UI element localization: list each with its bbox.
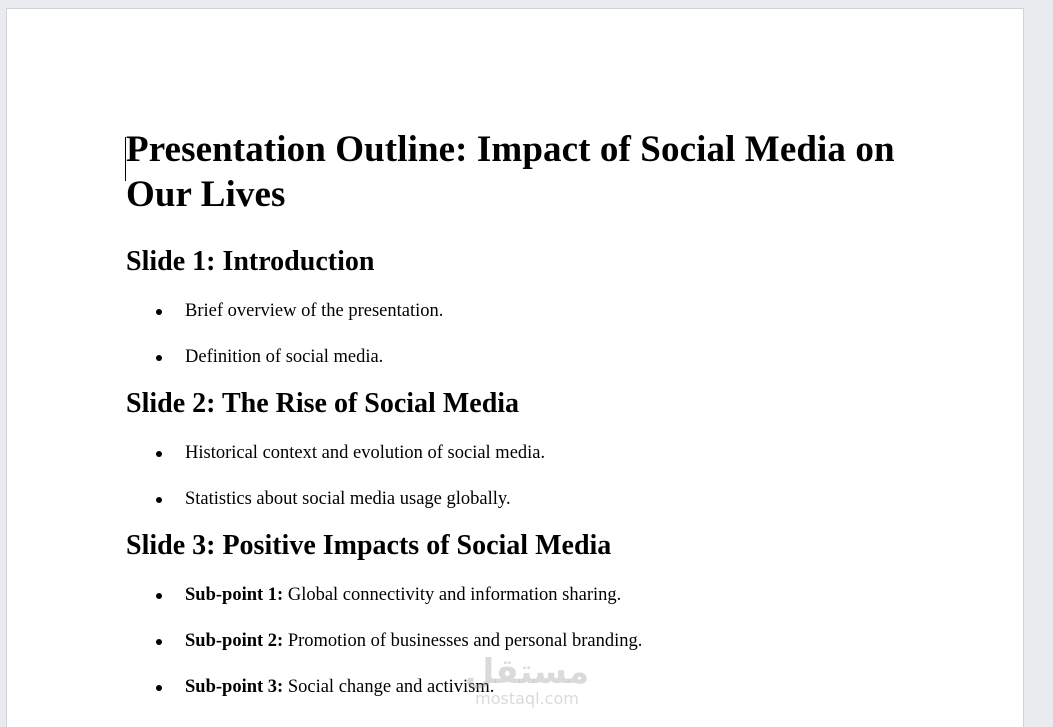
bullet-icon bbox=[156, 309, 162, 315]
list-item-text: Promotion of businesses and personal branding. bbox=[283, 631, 643, 651]
list-item-text: Brief overview of the presentation. bbox=[185, 301, 444, 321]
document-body[interactable] bbox=[126, 127, 926, 699]
list-item-label: Sub-point 1: bbox=[185, 585, 284, 605]
list-item bbox=[126, 675, 926, 699]
watermark-sub-text: mostaql.com bbox=[475, 689, 579, 708]
section-heading-slide-2: Slide 2: The Rise of Social Media bbox=[126, 388, 520, 419]
bullet-icon bbox=[156, 355, 162, 361]
text-cursor bbox=[125, 137, 126, 181]
list-item-text: Social change and activism. bbox=[283, 677, 495, 697]
list-item-label: Sub-point 2: bbox=[185, 631, 284, 651]
bullet-icon bbox=[156, 451, 162, 457]
section-heading-slide-1: Slide 1: Introduction bbox=[126, 246, 375, 277]
bullet-icon bbox=[156, 497, 162, 503]
list-item bbox=[126, 299, 926, 323]
list-item-text: Statistics about social media usage globally. bbox=[185, 489, 511, 509]
document-title: Presentation Outline: Impact of Social Media on Our Lives bbox=[126, 129, 895, 215]
bullet-list-slide-2 bbox=[126, 441, 926, 511]
bullet-list-slide-3 bbox=[126, 583, 926, 699]
list-item bbox=[126, 629, 926, 653]
bullet-icon bbox=[156, 639, 162, 645]
list-item bbox=[126, 583, 926, 607]
bullet-list-slide-1 bbox=[126, 299, 926, 369]
list-item-text: Historical context and evolution of social media. bbox=[185, 443, 546, 463]
list-item bbox=[126, 441, 926, 465]
bullet-icon bbox=[156, 685, 162, 691]
document-page[interactable] bbox=[6, 8, 1024, 727]
list-item bbox=[126, 487, 926, 511]
section-heading-slide-3: Slide 3: Positive Impacts of Social Media bbox=[126, 530, 612, 561]
list-item-label: Sub-point 3: bbox=[185, 677, 284, 697]
list-item-text: Global connectivity and information sharing. bbox=[283, 585, 622, 605]
list-item-text: Definition of social media. bbox=[185, 347, 384, 367]
watermark-main-text: مستقل bbox=[464, 652, 590, 692]
bullet-icon bbox=[156, 593, 162, 599]
list-item bbox=[126, 345, 926, 369]
